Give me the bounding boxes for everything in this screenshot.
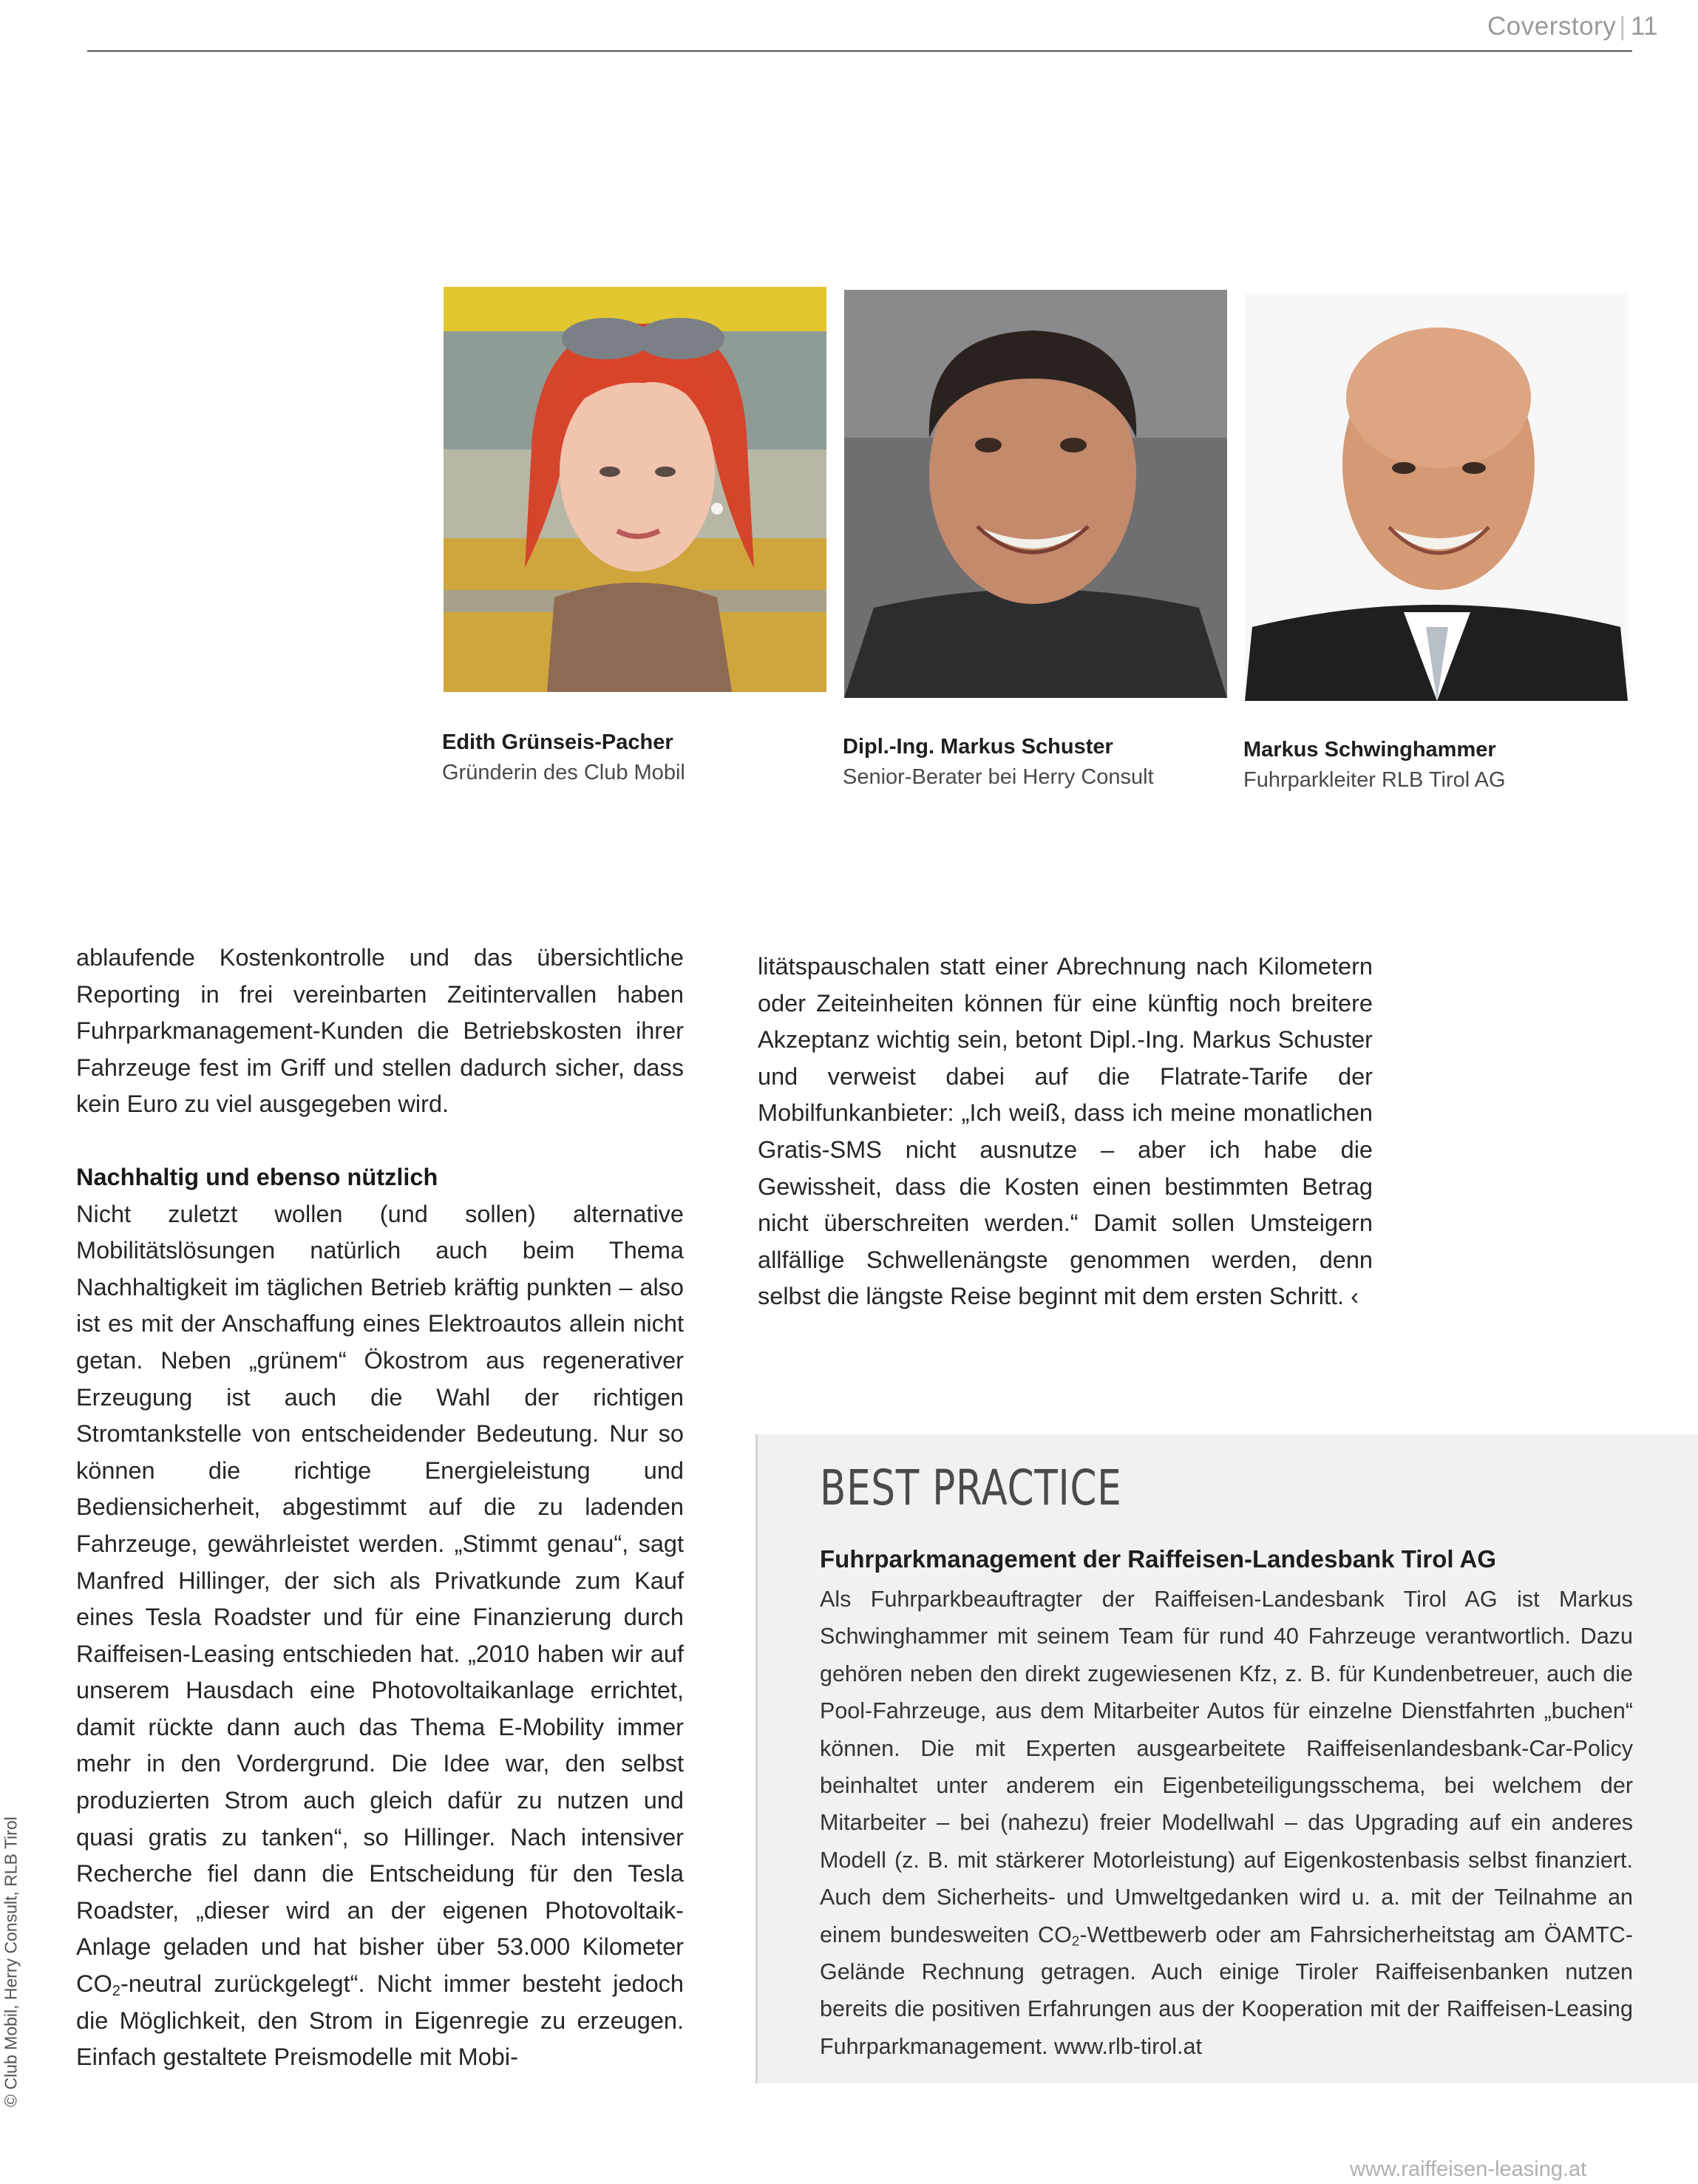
article-column-left (76, 940, 684, 2076)
subscript-2: 2 (1071, 1933, 1080, 1950)
article-text: litätspauschalen statt einer Abrechnung nach Kilometern oder Zeiteinheiten können für eine künftig noch breitere Akzeptanz wichtig sein, betont Dipl.-Ing. Markus Schuster und verweist dabei auf die Flatrate-Tarife der Mobilfunkanbieter: „Ich weiß, dass ich meine monatlichen Gratis-SMS nicht ausnutze – aber ich habe die Gewissheit, dass die Kosten einen bestimmten Betrag nicht überschreiten werden.“ Damit sollen Umsteigern allfällige Schwellenängste genommen werden, denn selbst die längste Reise beginnt mit dem ersten Schritt. (758, 953, 1373, 1310)
portrait-photo-markus-schwinghammer (1245, 294, 1628, 701)
section-name: Coverstory (1487, 12, 1617, 41)
end-mark: ‹ (1351, 1283, 1359, 1310)
article-column-middle (758, 949, 1373, 1315)
portrait-name: Markus Schwinghammer (1243, 738, 1496, 762)
portrait-caption (1243, 735, 1643, 796)
portrait-name: Edith Grünseis-Pacher (442, 730, 673, 754)
article-paragraph: ablaufende Kostenkontrolle und das übersichtliche Reporting in frei vereinbarten Zeitintervallen haben Fuhrparkmanagement-Kunden die Betriebskosten ihrer Fahrzeuge fest im Griff und stellen dadurch sicher, dass kein Euro zu viel ausgegeben wird. (76, 944, 684, 1118)
article-paragraph (758, 949, 1373, 1315)
portrait-photo-markus-schuster (844, 290, 1227, 698)
best-practice-body (820, 1581, 1633, 2065)
page-number: 11 (1630, 12, 1659, 41)
best-practice-text: -Wettbewerb oder am Fahrsicherheitstag am ÖAMTC-Gelände Rechnung getragen. Auch einige Tiroler Raiffeisenbanken nutzen bereits die positiven Erfahrungen aus der Kooperation mit der Raiffeisen-Leasing Fuhrparkmanagement. www.rlb-tirol.at (820, 1922, 1633, 2059)
portrait-caption (442, 728, 841, 788)
article-text: Nicht zuletzt wollen (und sollen) alternative Mobilitätslösungen natürlich auch beim Thema Nachhaltigkeit im täglichen Betrieb kräftig punkten – also ist es mit der Anschaffung eines Elektroautos allein nicht getan. Neben „grünem“ Ökostrom aus regenerativer Erzeugung ist auch die Wahl der richtigen Stromtankstelle von entscheidender Bedeutung. Nur so können die richtige Energieleistung und Bediensicherheit, abgestimmt auf die zu ladenden Fahrzeuge, gewährleistet werden. „Stimmt genau“, sagt Manfred Hillinger, der sich als Privatkunde zum Kauf eines Tesla Roadster und für eine Finanzierung durch Raiffeisen-Leasing entschieden hat. „2010 haben wir auf unserem Hausdach eine Photovoltaikanlage errichtet, damit rückte dann auch das Thema E-Mobility immer mehr in den Vordergrund. Die Idee war, den selbst produzierten Strom auch gleich dafür zu nutzen und quasi gratis zu tanken“, so Hillinger. Nach intensiver Recherche fiel dann die Entscheidung für den Tesla Roadster, „dieser wird an der eigenen Photovoltaik-Anlage geladen und hat bisher über 53.000 Kilometer CO (76, 1200, 684, 1998)
photo-credit: © Club Mobil, Herry Consult, RLB Tirol (1, 1817, 21, 2107)
portrait-role: Senior-Berater bei Herry Consult (843, 765, 1154, 789)
best-practice-text: Als Fuhrparkbeauftragter der Raiffeisen-Landesbank Tirol AG ist Markus Schwinghammer mit seinem Team für rund 40 Fahrzeuge verantwortlich. Dazu gehören neben den direkt zugewiesenen Kfz, z. B. für Kundenbetreuer, auch die Pool-Fahrzeuge, aus dem Mitarbeiter Autos für einzelne Dienstfahrten „buchen“ können. Die mit Experten ausgearbeitete Raiffeisenlandesbank-Car-Policy beinhaltet unter anderem ein Eigenbeteiligungsschema, bei welchem der Mitarbeiter – bei (nahezu) freier Modellwahl – das Upgrading auf ein anderes Modell (z. B. mit stärkerer Motorleistung) auf Eigenkostenbasis selbst finanziert. Auch dem Sicherheits- und Umweltgedanken wird u. a. mit der Teilnahme an einem bundesweiten CO (820, 1587, 1633, 1947)
best-practice-title: BEST PRACTICE (820, 1459, 1122, 1516)
footer-url: www.raiffeisen-leasing.at (1350, 2157, 1587, 2181)
portrait-caption (843, 732, 1242, 793)
best-practice-box (755, 1434, 1698, 2083)
subscript-2: 2 (112, 1983, 120, 2000)
best-practice-subtitle: Fuhrparkmanagement der Raiffeisen-Landesbank Tirol AG (820, 1545, 1497, 1573)
portrait-name: Dipl.-Ing. Markus Schuster (843, 735, 1113, 759)
section-header (1487, 12, 1658, 41)
header-rule (87, 50, 1632, 52)
portrait-role: Fuhrparkleiter RLB Tirol AG (1243, 768, 1506, 792)
article-text: -neutral zurückgelegt“. Nicht immer besteht jedoch die Möglichkeit, den Strom in Eigenregie zu erzeugen. Einfach gestaltete Preismodelle mit Mobi- (76, 1970, 684, 2071)
portrait-photo-edith (444, 287, 826, 692)
portrait-role: Gründerin des Club Mobil (442, 761, 685, 784)
article-subheading: Nachhaltig und ebenso nützlich (76, 1163, 438, 1190)
header-separator: | (1619, 12, 1626, 41)
article-paragraph (76, 1196, 684, 2076)
